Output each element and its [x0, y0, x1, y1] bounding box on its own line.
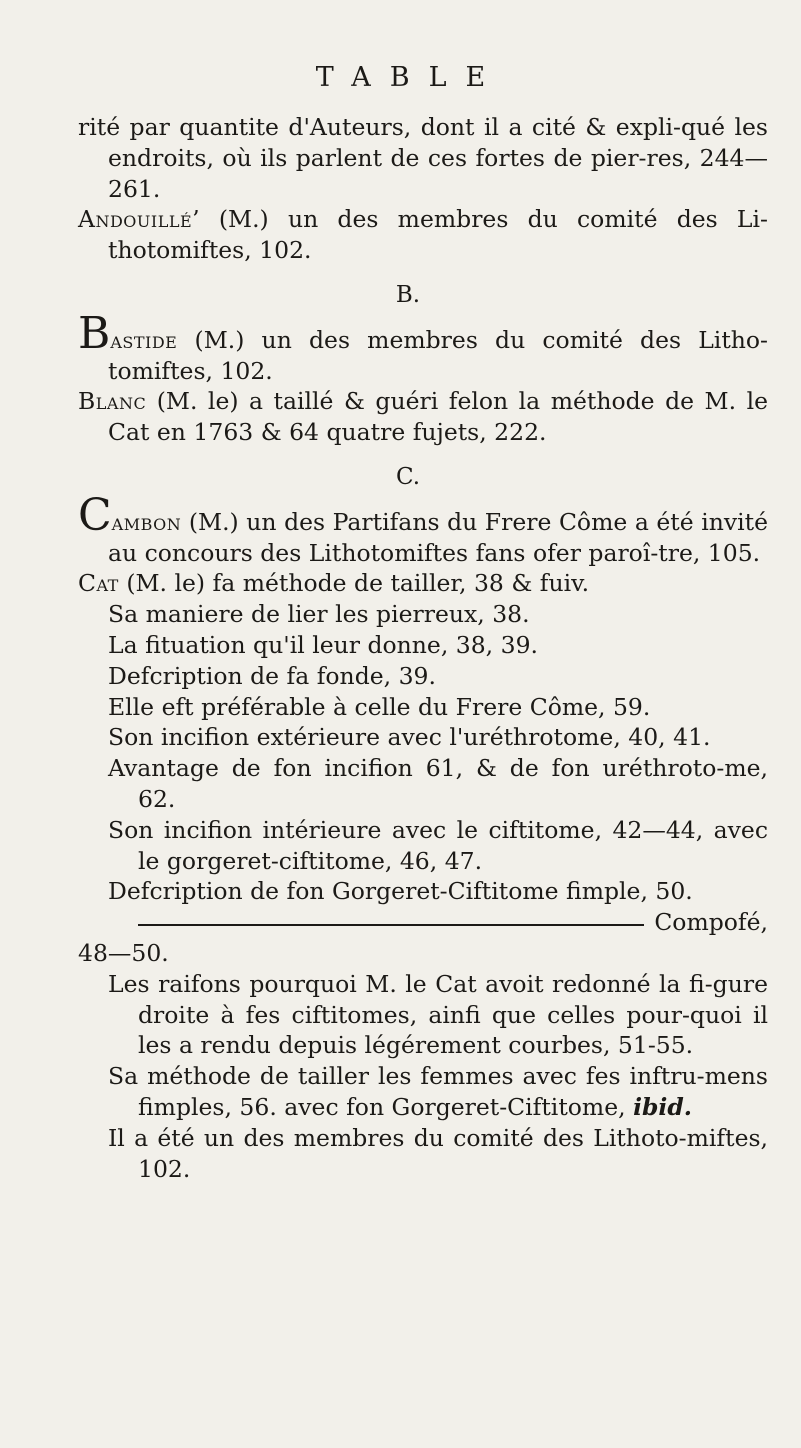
entry-lead: astide [110, 325, 178, 354]
ditto-dash [138, 924, 644, 926]
sub-entry: Defcription de fon Gorgeret-Ciftitome fimple, 50. [108, 877, 693, 906]
entry-text: (M.) un des membres du comité des Litho-tomiftes, 102. [108, 325, 768, 385]
ditto-continuation: 48—50. [78, 938, 169, 967]
entry-text: ’ (M.) un des membres du comité des Li-thotomiftes, 102. [108, 205, 768, 265]
entry-lead: Andouillé [78, 205, 193, 234]
drop-cap: C [78, 489, 112, 541]
entry-text: (M.) un des Partifans du Frere Côme a été invité au concours des Lithotomiftes fans ofer paroî-tre, 105. [108, 507, 768, 567]
entry-lead: Blanc [78, 387, 147, 416]
sub-entry: Elle eft préférable à celle du Frere Côme, 59. [108, 692, 651, 721]
sub-entry: Les raifons pourquoi M. le Cat avoit redonné la fi-gure droite à fes ciftitomes, ainfi que celles pour-quoi il les a rendu depuis légérement courbes, 51-55. [108, 969, 768, 1060]
section-letter-c: C. [395, 463, 421, 490]
entry-text: (M. le) fa méthode de tailler, 38 & fuiv. [118, 569, 590, 598]
sub-entry: Avantage de fon incifion 61, & de fon uréthroto-me, 62. [108, 754, 768, 813]
ditto-dash-line [78, 907, 768, 938]
sub-entry: La fituation qu'il leur donne, 38, 39. [108, 630, 538, 659]
entry-lead: Cat [78, 569, 119, 598]
sub-entry: Sa maniere de lier les pierreux, 38. [108, 600, 530, 629]
index-entry-cat [78, 568, 768, 599]
drop-cap: B [78, 307, 111, 359]
entry-lead: ambon [111, 507, 182, 536]
running-head: TABLE [315, 62, 505, 93]
sub-entry: Il a été un des membres du comité des Lithoto-miftes, 102. [108, 1123, 768, 1183]
index-entry-blanc [78, 386, 768, 448]
entry-text: (M. le) a taillé & guéri felon la méthode de M. le Cat en 1763 & 64 quatre fujets, 222. [108, 387, 768, 447]
index-entry-bastide [78, 307, 768, 387]
sub-entry: Defcription de fa fonde, 39. [108, 661, 436, 690]
sub-entry: Son incifion intérieure avec le ciftitome, 42—44, avec le gorgeret-ciftitome, 46, 47. [108, 815, 768, 875]
ibid-marker: ibid. [633, 1092, 692, 1121]
index-content [78, 112, 768, 1184]
index-entry-andouille [78, 204, 768, 266]
index-entry-continued: rité par quantite d'Auteurs, dont il a cité & expli-qué les endroits, où ils parlent de ces fortes de pier-res, 244—261. [78, 113, 768, 203]
index-entry-cambon [78, 489, 768, 569]
sub-entry-ibid: Sa méthode de tailler les femmes avec fes inftru-mens fimples, 56. avec fon Gorgeret-Ciftitome, ibid. [108, 1062, 768, 1121]
section-letter-b: B. [395, 281, 421, 308]
ditto-entry-text: Compofé, [654, 908, 768, 937]
sub-entry: Son incifion extérieure avec l'uréthrotome, 40, 41. [108, 723, 711, 752]
